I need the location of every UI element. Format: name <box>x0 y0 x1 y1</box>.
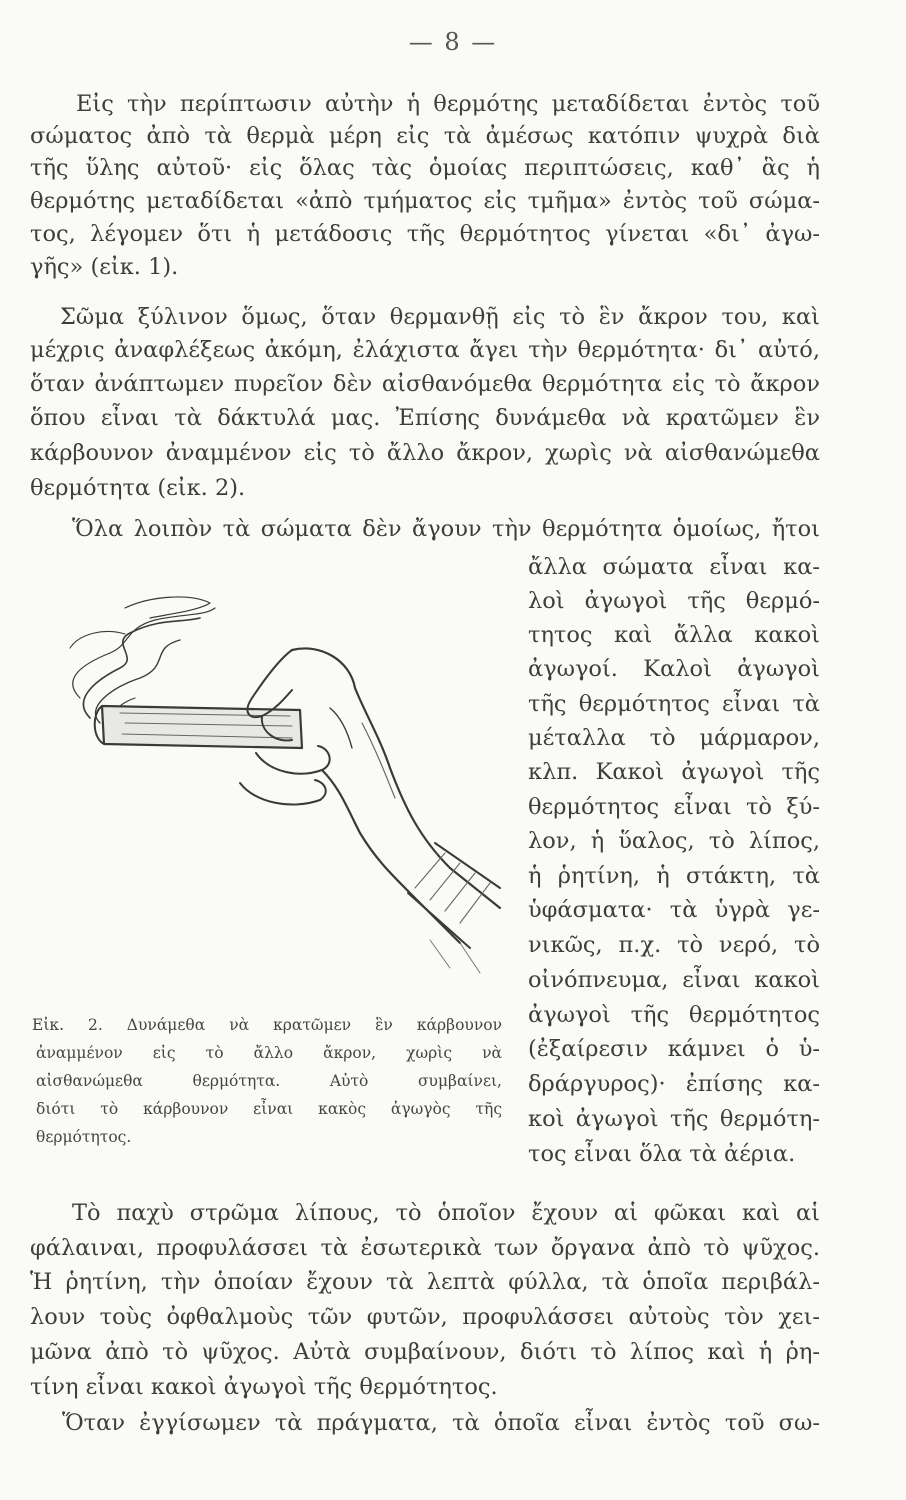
text-line: τίνη εἶναι κακοὶ ἀγωγοὶ τῆς θερμότητος. <box>30 1374 498 1400</box>
column-line: κοὶ ἀγωγοὶ τῆς θερμότη- <box>528 1106 820 1132</box>
column-line: ἄλλα σώματα εἶναι κα- <box>528 554 820 580</box>
figure-caption-line: αἰσθανώμεθα θερμότητα. Αὐτὸ συμβαίνει, <box>36 1072 502 1090</box>
figure-caption-line: ἀναμμένον εἰς τὸ ἄλλο ἄκρον, χωρὶς νὰ <box>36 1044 502 1062</box>
text-line: Τὸ παχὺ στρῶμα λίπους, τὸ ὁποῖον ἔχουν αἱ φῶκαι καὶ αἱ <box>72 1200 820 1226</box>
smoke-swirl <box>125 597 210 618</box>
column-line: θερμότητος εἶναι τὸ ξύ- <box>528 794 820 820</box>
column-line: (ἐξαίρεσιν κάμνει ὁ ὑ- <box>528 1036 820 1062</box>
hand <box>292 648 500 908</box>
text-line: κάρβουνον ἀναμμένον εἰς τὸ ἄλλο ἄκρον, χωρὶς νὰ αἰσθανώμεθα <box>30 440 820 466</box>
text-line: τος, λέγομεν ὅτι ἡ μετάδοσις τῆς θερμότητος γίνεται «δι᾽ ἀγω- <box>30 221 820 247</box>
column-line: τητος καὶ ἄλλα κακοὶ <box>528 622 820 648</box>
text-line: ὅπου εἶναι τὰ δάκτυλά μας. Ἐπίσης δυνάμεθα νὰ κρατῶμεν ἓν <box>30 405 820 431</box>
text-line: σώματος ἀπὸ τὰ θερμὰ μέρη εἰς τὰ ἀμέσως κατόπιν ψυχρὰ διὰ <box>30 123 820 149</box>
text-line: μῶνα ἀπὸ τὸ ψῦχος. Αὐτὰ συμβαίνουν, διότι τὸ λίπος καὶ ἡ ῥη- <box>30 1339 820 1365</box>
text-line: ὅταν ἀνάπτωμεν πυρεῖον δὲν αἰσθανόμεθα θερμότητα εἰς τὸ ἄκρον <box>30 371 820 397</box>
column-line: τῆς θερμότητος εἶναι τὰ <box>528 691 820 717</box>
text-line: Ἡ ῥητίνη, τὴν ὁποίαν ἔχουν τὰ λεπτὰ φύλλα, τὰ ὁποῖα περιβάλ- <box>30 1269 820 1295</box>
text-line: Σῶμα ξύλινον ὅμως, ὅταν θερμανθῇ εἰς τὸ ἓν ἄκρον του, καὶ <box>60 304 820 330</box>
charcoal-stick <box>102 706 302 748</box>
text-line: θερμότης μεταδίδεται «ἀπὸ τμήματος εἰς τμῆμα» ἐντὸς τοῦ σώμα- <box>30 188 820 214</box>
column-line: δράργυρος)· ἐπίσης κα- <box>528 1071 820 1097</box>
column-line: νικῶς, π.χ. τὸ νερό, τὸ <box>528 932 820 958</box>
text-line: φάλαιναι, προφυλάσσει τὰ ἐσωτερικὰ των ὄργανα ἀπὸ τὸ ψῦχος. <box>30 1235 820 1261</box>
cuff <box>408 843 500 948</box>
column-line: κλπ. Κακοὶ ἀγωγοὶ τῆς <box>528 759 820 785</box>
text-line: Εἰς τὴν περίπτωσιν αὐτὴν ἡ θερμότης μεταδίδεται ἐντὸς τοῦ <box>76 91 820 117</box>
text-line: γῆς» (εἰκ. 1). <box>30 254 179 280</box>
page-number: — 8 — <box>408 28 498 56</box>
figure-caption-line: διότι τὸ κάρβουνον εἶναι κακὸς ἀγωγὸς τῆς <box>36 1100 502 1118</box>
figure-caption-line: Εἰκ. 2. Δυνάμεθα νὰ κρατῶμεν ἓν κάρβουνον <box>32 1016 502 1034</box>
text-line: Ὅλα λοιπὸν τὰ σώματα δὲν ἄγουν τὴν θερμότητα ὁμοίως, ἤτοι <box>72 516 820 542</box>
figure-caption-line: θερμότητος. <box>36 1128 132 1146</box>
smoke-swirl <box>70 632 125 648</box>
column-line: λον, ἡ ὕαλος, τὸ λίπος, <box>528 828 820 854</box>
column-line: ἀγωγοὶ τῆς θερμότητος <box>528 1002 820 1028</box>
text-line: θερμότητα (εἰκ. 2). <box>30 475 246 501</box>
hand-holding-charcoal-illustration <box>30 548 510 998</box>
column-line: ἀγωγοί. Καλοὶ ἀγωγοὶ <box>528 656 820 682</box>
column-line: λοὶ ἀγωγοὶ τῆς θερμό- <box>528 588 820 614</box>
column-line: τος εἶναι ὅλα τὰ ἀέρια. <box>528 1141 796 1167</box>
text-line: μέχρις ἀναφλέξεως ἀκόμη, ἐλάχιστα ἄγει τὴν θερμότητα· δι᾽ αὐτό, <box>30 337 820 363</box>
text-line: λουν τοὺς ὀφθαλμοὺς τῶν φυτῶν, προφυλάσσει αὐτοὺς τὸν χει- <box>30 1304 820 1330</box>
column-line: οἰνόπνευμα, εἶναι κακοὶ <box>528 967 820 993</box>
text-line: τῆς ὕλης αὐτοῦ· εἰς ὅλας τὰς ὁμοίας περιπτώσεις, καθ᾽ ἃς ἡ <box>30 155 820 181</box>
smoke-swirl <box>83 618 200 718</box>
column-line: μέταλλα τὸ μάρμαρον, <box>528 725 820 751</box>
column-line: ἡ ῥητίνη, ἡ στάκτη, τὰ <box>528 863 820 889</box>
column-line: ὑφάσματα· τὰ ὑγρὰ γε- <box>528 897 820 923</box>
text-line: Ὅταν ἐγγίσωμεν τὰ πράγματα, τὰ ὁποῖα εἶναι ἐντὸς τοῦ σω- <box>62 1410 820 1436</box>
